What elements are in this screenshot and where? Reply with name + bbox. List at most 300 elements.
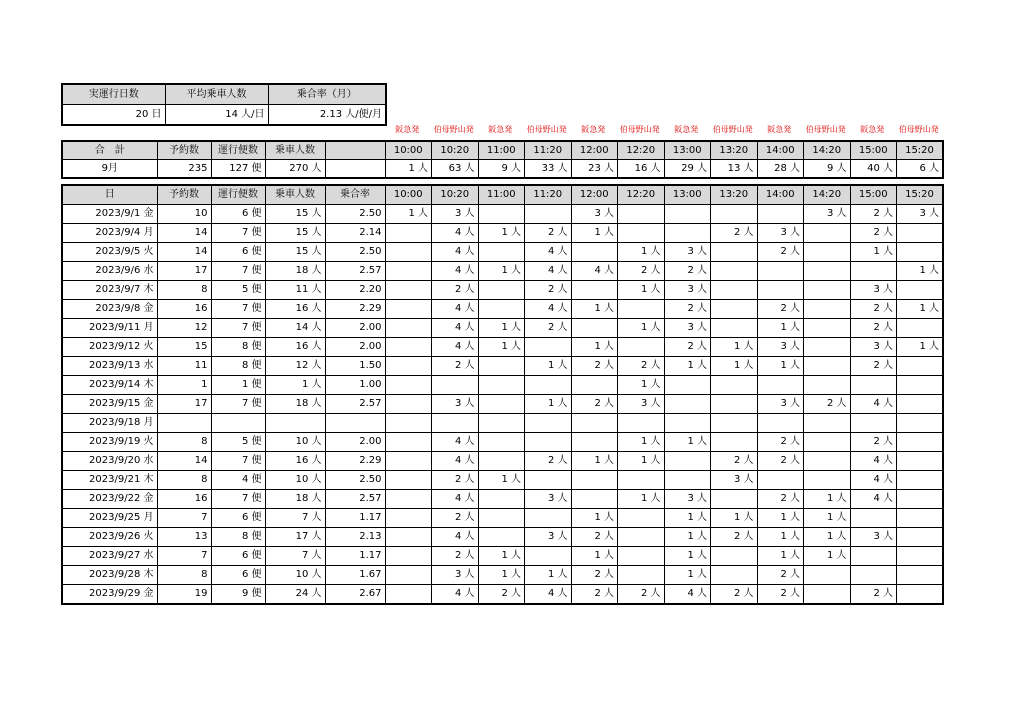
daily-slot-value: 1 人 <box>478 471 525 490</box>
daily-reservations: 11 <box>157 357 211 376</box>
daily-row <box>62 490 943 509</box>
daily-header-res: 予約数 <box>157 185 211 205</box>
daily-slot-value <box>711 281 758 300</box>
daily-slot-value <box>897 414 944 433</box>
totals-time-header: 13:00 <box>664 141 711 160</box>
daily-riders: 15 人 <box>265 243 325 262</box>
daily-slot-value: 1 人 <box>571 338 618 357</box>
daily-riders: 16 人 <box>265 338 325 357</box>
daily-slot-value <box>618 528 665 547</box>
daily-slot-value <box>897 566 944 585</box>
totals-header-trips: 運行便数 <box>211 141 265 160</box>
daily-row <box>62 224 943 243</box>
daily-slot-value <box>571 471 618 490</box>
summary-header-rate: 乗合率（月） <box>268 84 386 105</box>
daily-slot-value <box>804 338 851 357</box>
daily-slot-value: 1 人 <box>571 509 618 528</box>
daily-riders: 24 人 <box>265 585 325 605</box>
daily-slot-value: 1 人 <box>804 528 851 547</box>
daily-slot-value: 3 人 <box>804 205 851 224</box>
totals-header-res: 予約数 <box>157 141 211 160</box>
daily-trips: 7 便 <box>211 452 265 471</box>
daily-slot-value <box>385 547 432 566</box>
daily-slot-value: 2 人 <box>571 585 618 605</box>
direction-label: 阪急発 <box>581 125 606 134</box>
daily-slot-value: 1 人 <box>478 547 525 566</box>
daily-time-header: 11:20 <box>525 185 572 205</box>
daily-slot-value <box>711 395 758 414</box>
daily-reservations: 12 <box>157 319 211 338</box>
daily-slot-value: 4 人 <box>432 338 479 357</box>
daily-slot-value <box>804 281 851 300</box>
daily-slot-value: 1 人 <box>757 547 804 566</box>
totals-time-header: 12:20 <box>618 141 665 160</box>
daily-slot-value: 3 人 <box>664 281 711 300</box>
daily-slot-value <box>897 490 944 509</box>
daily-slot-value <box>897 452 944 471</box>
totals-header-blank <box>325 141 385 160</box>
daily-slot-value: 1 人 <box>618 319 665 338</box>
daily-time-header: 13:00 <box>664 185 711 205</box>
daily-slot-value <box>897 471 944 490</box>
daily-row <box>62 205 943 224</box>
daily-rate: 2.00 <box>325 338 385 357</box>
daily-slot-value <box>897 433 944 452</box>
daily-slot-value: 3 人 <box>664 243 711 262</box>
daily-reservations: 7 <box>157 547 211 566</box>
daily-slot-value <box>711 547 758 566</box>
daily-slot-value <box>571 319 618 338</box>
daily-slot-value: 4 人 <box>571 262 618 281</box>
daily-slot-value: 4 人 <box>525 585 572 605</box>
daily-slot-value <box>757 471 804 490</box>
daily-slot-value <box>525 414 572 433</box>
daily-slot-value: 1 人 <box>618 281 665 300</box>
totals-value-row <box>62 160 943 179</box>
daily-slot-value <box>525 471 572 490</box>
daily-riders: 16 人 <box>265 452 325 471</box>
daily-reservations: 8 <box>157 433 211 452</box>
daily-row <box>62 414 943 433</box>
daily-slot-value: 2 人 <box>432 357 479 376</box>
daily-slot-value <box>897 376 944 395</box>
daily-slot-value: 1 人 <box>525 566 572 585</box>
daily-rate <box>325 414 385 433</box>
daily-slot-value <box>571 376 618 395</box>
daily-slot-value: 2 人 <box>525 281 572 300</box>
summary-table <box>61 83 387 126</box>
daily-slot-value: 2 人 <box>664 300 711 319</box>
daily-row <box>62 509 943 528</box>
daily-slot-value <box>897 224 944 243</box>
daily-slot-value <box>478 300 525 319</box>
daily-slot-value: 2 人 <box>432 471 479 490</box>
daily-reservations: 16 <box>157 490 211 509</box>
daily-slot-value <box>897 547 944 566</box>
daily-slot-value <box>618 205 665 224</box>
daily-slot-value: 4 人 <box>432 300 479 319</box>
daily-slot-value: 2 人 <box>525 319 572 338</box>
daily-slot-value: 1 人 <box>664 547 711 566</box>
daily-riders: 18 人 <box>265 395 325 414</box>
daily-time-header: 15:00 <box>850 185 897 205</box>
daily-date: 2023/9/29 金 <box>62 585 157 605</box>
daily-time-header: 14:20 <box>804 185 851 205</box>
daily-slot-value <box>664 376 711 395</box>
daily-riders: 14 人 <box>265 319 325 338</box>
daily-slot-value <box>804 585 851 605</box>
daily-slot-value <box>850 509 897 528</box>
daily-slot-value <box>711 243 758 262</box>
daily-riders: 16 人 <box>265 300 325 319</box>
daily-slot-value <box>711 205 758 224</box>
daily-rate: 1.50 <box>325 357 385 376</box>
daily-trips: 6 便 <box>211 547 265 566</box>
daily-reservations: 13 <box>157 528 211 547</box>
daily-slot-value: 1 人 <box>478 224 525 243</box>
daily-row <box>62 433 943 452</box>
daily-slot-value: 3 人 <box>664 490 711 509</box>
daily-slot-value <box>385 357 432 376</box>
totals-slot-value: 23 人 <box>571 160 618 179</box>
daily-slot-value: 2 人 <box>850 224 897 243</box>
daily-rate: 2.50 <box>325 243 385 262</box>
daily-slot-value <box>571 433 618 452</box>
daily-slot-value <box>850 547 897 566</box>
daily-slot-value: 4 人 <box>432 433 479 452</box>
daily-trips: 7 便 <box>211 490 265 509</box>
daily-rate: 2.50 <box>325 205 385 224</box>
daily-slot-value <box>618 566 665 585</box>
totals-slot-value: 63 人 <box>432 160 479 179</box>
daily-slot-value <box>804 414 851 433</box>
daily-riders: 18 人 <box>265 490 325 509</box>
daily-row <box>62 452 943 471</box>
daily-slot-value: 2 人 <box>850 357 897 376</box>
totals-time-header: 10:20 <box>432 141 479 160</box>
daily-slot-value: 1 人 <box>618 243 665 262</box>
daily-rate: 2.57 <box>325 395 385 414</box>
summary-days: 20 日 <box>62 105 165 126</box>
daily-riders: 15 人 <box>265 224 325 243</box>
direction-label: 伯母野山発 <box>898 125 939 134</box>
daily-slot-value <box>711 433 758 452</box>
totals-slot-value: 9 人 <box>478 160 525 179</box>
daily-slot-value: 2 人 <box>525 452 572 471</box>
totals-time-header: 15:20 <box>897 141 944 160</box>
daily-slot-value: 2 人 <box>757 433 804 452</box>
summary-header-row <box>62 84 386 105</box>
daily-slot-value <box>385 452 432 471</box>
daily-slot-value: 1 人 <box>571 547 618 566</box>
daily-slot-value <box>525 205 572 224</box>
daily-slot-value: 2 人 <box>711 528 758 547</box>
daily-trips: 7 便 <box>211 262 265 281</box>
daily-row <box>62 262 943 281</box>
daily-header-riders: 乗車人数 <box>265 185 325 205</box>
daily-slot-value <box>711 376 758 395</box>
daily-slot-value: 1 人 <box>757 357 804 376</box>
daily-reservations <box>157 414 211 433</box>
daily-slot-value: 2 人 <box>711 585 758 605</box>
daily-slot-value: 3 人 <box>664 319 711 338</box>
daily-slot-value: 2 人 <box>618 262 665 281</box>
daily-slot-value <box>897 243 944 262</box>
daily-slot-value <box>385 395 432 414</box>
daily-trips: 8 便 <box>211 357 265 376</box>
daily-date: 2023/9/21 木 <box>62 471 157 490</box>
daily-rate: 2.29 <box>325 452 385 471</box>
daily-trips: 7 便 <box>211 319 265 338</box>
daily-slot-value <box>618 224 665 243</box>
daily-slot-value <box>711 300 758 319</box>
daily-slot-value: 3 人 <box>711 471 758 490</box>
daily-slot-value <box>385 281 432 300</box>
daily-slot-value: 4 人 <box>432 490 479 509</box>
daily-trips: 8 便 <box>211 528 265 547</box>
daily-slot-value <box>571 490 618 509</box>
daily-rate: 2.57 <box>325 490 385 509</box>
daily-trips: 1 便 <box>211 376 265 395</box>
daily-slot-value: 1 人 <box>664 433 711 452</box>
daily-slot-value: 2 人 <box>804 395 851 414</box>
daily-trips: 6 便 <box>211 509 265 528</box>
daily-row <box>62 471 943 490</box>
daily-slot-value: 1 人 <box>478 566 525 585</box>
daily-slot-value: 1 人 <box>571 452 618 471</box>
daily-slot-value: 3 人 <box>757 395 804 414</box>
summary-avg: 14 人/日 <box>165 105 268 126</box>
daily-slot-value <box>897 281 944 300</box>
daily-slot-value <box>478 509 525 528</box>
daily-slot-value: 2 人 <box>571 395 618 414</box>
daily-row <box>62 566 943 585</box>
daily-slot-value: 4 人 <box>432 452 479 471</box>
summary-value-row <box>62 105 386 126</box>
totals-slot-value: 9 人 <box>804 160 851 179</box>
daily-slot-value: 1 人 <box>618 376 665 395</box>
daily-date: 2023/9/5 火 <box>62 243 157 262</box>
daily-rate: 1.00 <box>325 376 385 395</box>
daily-slot-value <box>664 471 711 490</box>
daily-slot-value: 4 人 <box>525 243 572 262</box>
daily-rate: 2.00 <box>325 319 385 338</box>
daily-slot-value <box>618 414 665 433</box>
daily-reservations: 15 <box>157 338 211 357</box>
daily-slot-value <box>478 205 525 224</box>
daily-slot-value: 2 人 <box>757 300 804 319</box>
daily-slot-value <box>478 452 525 471</box>
daily-slot-value <box>711 490 758 509</box>
daily-slot-value <box>385 262 432 281</box>
daily-slot-value <box>525 547 572 566</box>
daily-slot-value <box>804 300 851 319</box>
daily-row <box>62 357 943 376</box>
totals-slot-value: 13 人 <box>711 160 758 179</box>
daily-slot-value <box>711 566 758 585</box>
daily-reservations: 19 <box>157 585 211 605</box>
daily-slot-value <box>897 357 944 376</box>
direction-label: 伯母野山発 <box>526 125 567 134</box>
daily-slot-value <box>478 281 525 300</box>
daily-riders <box>265 414 325 433</box>
totals-slot-value: 28 人 <box>757 160 804 179</box>
daily-slot-value <box>804 376 851 395</box>
daily-slot-value <box>850 414 897 433</box>
daily-slot-value <box>618 509 665 528</box>
daily-slot-value: 1 人 <box>664 509 711 528</box>
daily-slot-value <box>571 281 618 300</box>
daily-slot-value <box>897 509 944 528</box>
daily-slot-value: 1 人 <box>525 395 572 414</box>
daily-time-header: 12:00 <box>571 185 618 205</box>
daily-slot-value: 2 人 <box>711 452 758 471</box>
direction-label: 阪急発 <box>860 125 885 134</box>
daily-reservations: 14 <box>157 243 211 262</box>
daily-slot-value: 2 人 <box>664 338 711 357</box>
daily-header-row <box>62 185 943 205</box>
daily-slot-value <box>757 376 804 395</box>
daily-slot-value <box>664 452 711 471</box>
daily-riders: 7 人 <box>265 547 325 566</box>
daily-rate: 2.50 <box>325 471 385 490</box>
daily-trips: 7 便 <box>211 224 265 243</box>
daily-slot-value <box>525 509 572 528</box>
daily-row <box>62 528 943 547</box>
daily-slot-value <box>850 566 897 585</box>
daily-slot-value <box>571 414 618 433</box>
daily-trips: 7 便 <box>211 395 265 414</box>
daily-slot-value <box>757 281 804 300</box>
daily-time-header: 10:20 <box>432 185 479 205</box>
daily-row <box>62 547 943 566</box>
daily-slot-value <box>618 300 665 319</box>
daily-date: 2023/9/11 月 <box>62 319 157 338</box>
daily-trips <box>211 414 265 433</box>
daily-slot-value: 2 人 <box>757 585 804 605</box>
daily-slot-value: 1 人 <box>757 528 804 547</box>
daily-slot-value: 3 人 <box>618 395 665 414</box>
direction-label: 阪急発 <box>488 125 513 134</box>
daily-row <box>62 395 943 414</box>
daily-slot-value: 3 人 <box>757 338 804 357</box>
daily-rate: 2.14 <box>325 224 385 243</box>
daily-slot-value <box>664 205 711 224</box>
totals-time-header: 12:00 <box>571 141 618 160</box>
daily-date: 2023/9/12 火 <box>62 338 157 357</box>
daily-slot-value: 1 人 <box>804 490 851 509</box>
daily-table <box>61 184 944 605</box>
daily-slot-value: 2 人 <box>432 281 479 300</box>
daily-slot-value: 4 人 <box>432 224 479 243</box>
daily-date: 2023/9/15 金 <box>62 395 157 414</box>
daily-slot-value <box>385 585 432 605</box>
daily-date: 2023/9/7 木 <box>62 281 157 300</box>
daily-row <box>62 376 943 395</box>
daily-slot-value <box>385 376 432 395</box>
daily-row <box>62 585 943 605</box>
daily-slot-value: 1 人 <box>897 262 944 281</box>
totals-header-riders: 乗車人数 <box>265 141 325 160</box>
daily-slot-value: 2 人 <box>432 509 479 528</box>
totals-trips: 127 便 <box>211 160 265 179</box>
daily-slot-value: 4 人 <box>432 528 479 547</box>
daily-slot-value: 4 人 <box>432 243 479 262</box>
totals-time-header: 11:00 <box>478 141 525 160</box>
totals-blank <box>325 160 385 179</box>
daily-date: 2023/9/19 火 <box>62 433 157 452</box>
daily-reservations: 1 <box>157 376 211 395</box>
daily-slot-value: 2 人 <box>571 528 618 547</box>
direction-label: 伯母野山発 <box>433 125 474 134</box>
daily-slot-value <box>432 376 479 395</box>
daily-slot-value: 2 人 <box>850 319 897 338</box>
daily-time-header: 12:20 <box>618 185 665 205</box>
daily-slot-value <box>385 414 432 433</box>
summary-rate: 2.13 人/便/月 <box>268 105 386 126</box>
daily-slot-value: 1 人 <box>478 338 525 357</box>
daily-rate: 2.67 <box>325 585 385 605</box>
daily-slot-value <box>385 243 432 262</box>
daily-slot-value: 4 人 <box>432 262 479 281</box>
direction-label: 阪急発 <box>395 125 420 134</box>
daily-slot-value <box>897 585 944 605</box>
daily-slot-value: 1 人 <box>618 490 665 509</box>
daily-slot-value: 1 人 <box>850 243 897 262</box>
daily-reservations: 10 <box>157 205 211 224</box>
daily-slot-value <box>385 319 432 338</box>
daily-slot-value <box>664 414 711 433</box>
daily-slot-value <box>385 433 432 452</box>
totals-slot-value: 40 人 <box>850 160 897 179</box>
daily-trips: 6 便 <box>211 205 265 224</box>
daily-slot-value: 3 人 <box>571 205 618 224</box>
daily-slot-value <box>897 319 944 338</box>
daily-slot-value <box>804 262 851 281</box>
totals-slot-value: 16 人 <box>618 160 665 179</box>
daily-slot-value <box>850 262 897 281</box>
daily-slot-value: 4 人 <box>432 585 479 605</box>
daily-slot-value: 3 人 <box>757 224 804 243</box>
daily-slot-value <box>385 224 432 243</box>
daily-rate: 1.17 <box>325 547 385 566</box>
daily-slot-value: 2 人 <box>850 205 897 224</box>
daily-rate: 1.67 <box>325 566 385 585</box>
daily-slot-value <box>525 433 572 452</box>
daily-trips: 7 便 <box>211 300 265 319</box>
daily-slot-value <box>757 205 804 224</box>
daily-slot-value: 1 人 <box>618 433 665 452</box>
daily-riders: 10 人 <box>265 471 325 490</box>
daily-rate: 2.13 <box>325 528 385 547</box>
daily-slot-value <box>478 433 525 452</box>
daily-slot-value <box>757 414 804 433</box>
daily-slot-value: 1 人 <box>385 205 432 224</box>
daily-date: 2023/9/26 火 <box>62 528 157 547</box>
daily-time-header: 13:20 <box>711 185 758 205</box>
daily-slot-value <box>804 243 851 262</box>
daily-date: 2023/9/1 金 <box>62 205 157 224</box>
totals-time-header: 14:00 <box>757 141 804 160</box>
totals-riders: 270 人 <box>265 160 325 179</box>
daily-slot-value <box>385 566 432 585</box>
daily-riders: 12 人 <box>265 357 325 376</box>
direction-label: 伯母野山発 <box>805 125 846 134</box>
daily-slot-value: 4 人 <box>850 395 897 414</box>
daily-time-header: 10:00 <box>385 185 432 205</box>
daily-date: 2023/9/14 木 <box>62 376 157 395</box>
daily-slot-value <box>432 414 479 433</box>
